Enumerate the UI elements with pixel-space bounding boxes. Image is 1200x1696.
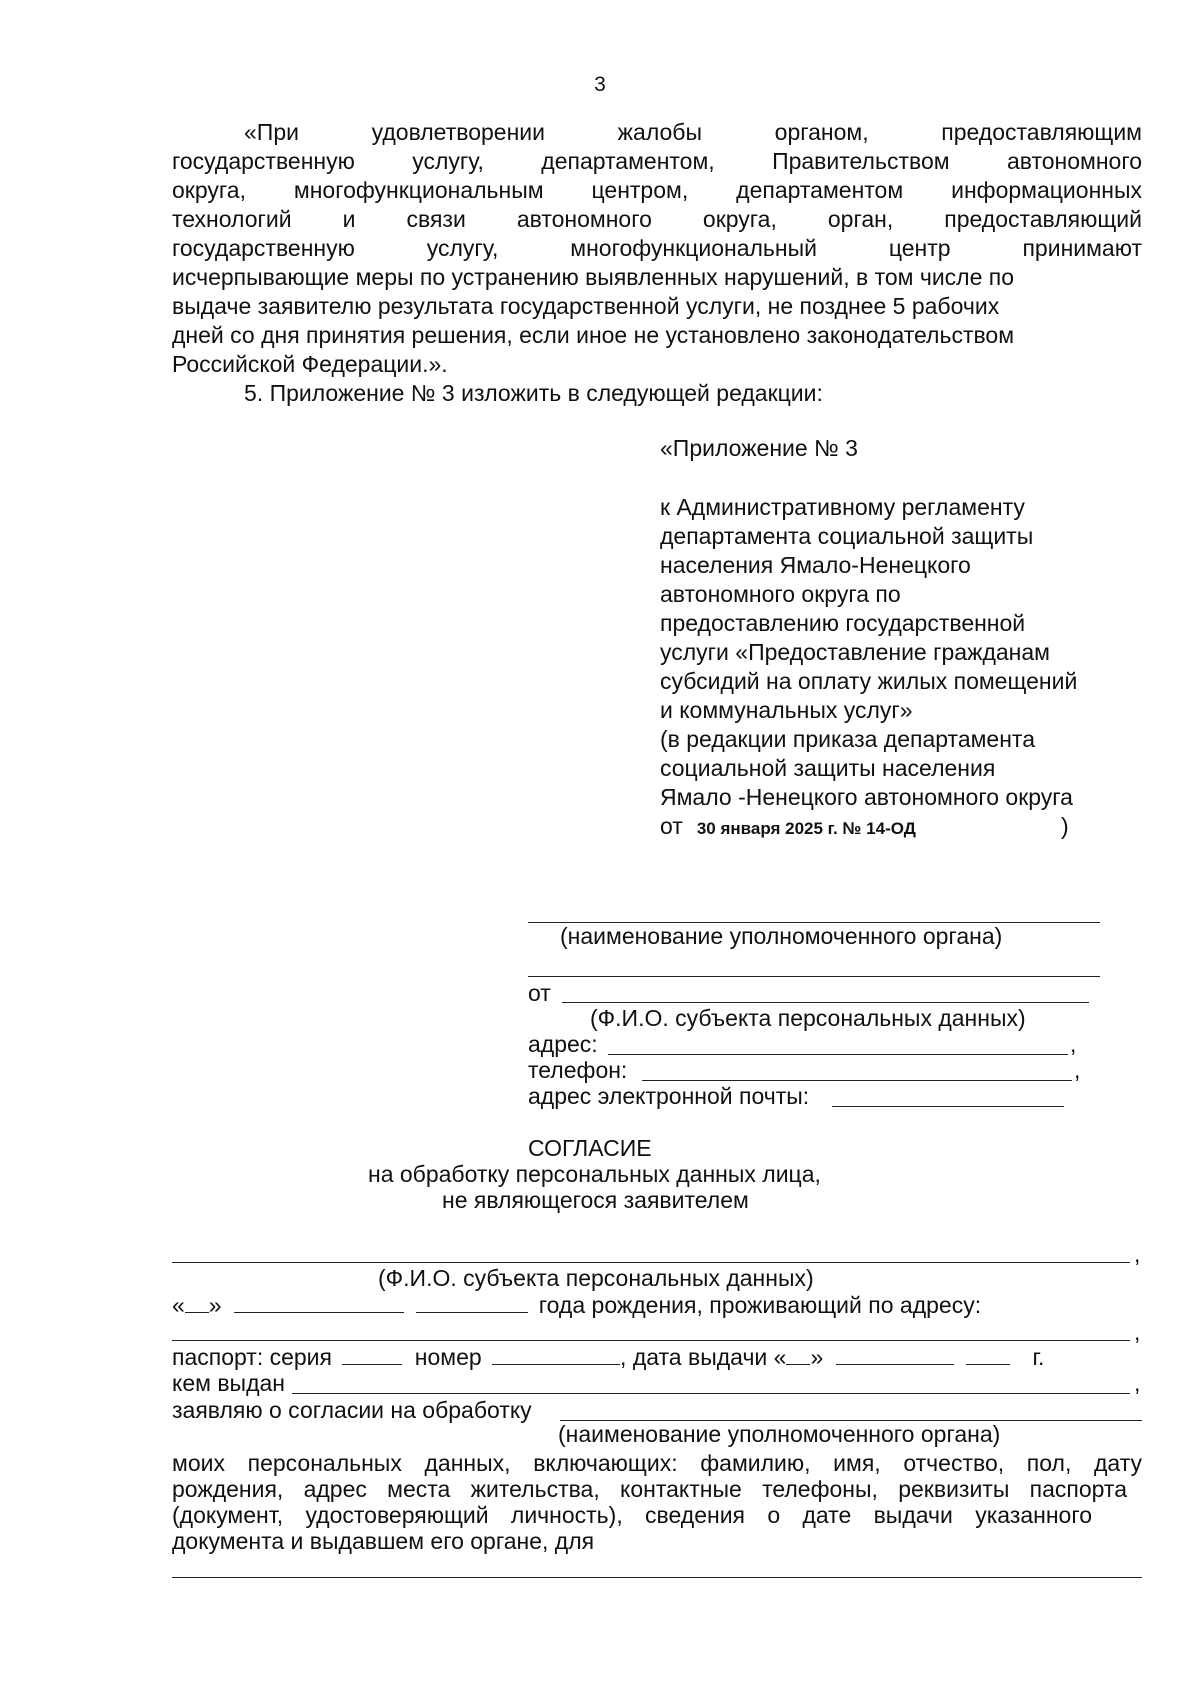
birth-day-field[interactable] bbox=[185, 1290, 209, 1313]
birth-year-field[interactable] bbox=[416, 1290, 528, 1313]
from-label: от bbox=[528, 980, 551, 1006]
annex-date-line bbox=[660, 812, 916, 843]
issued-by-label: кем выдан bbox=[172, 1370, 285, 1396]
address-line-full bbox=[172, 1340, 1130, 1341]
annex-line: субсидий на оплату жилых помещений bbox=[660, 668, 1078, 694]
passport-line: паспорт: серия номер , дата выдачи « » г. bbox=[172, 1344, 1045, 1370]
from-line bbox=[562, 1002, 1089, 1003]
annex-date: 30 января 2025 г. № 14-ОД bbox=[696, 819, 916, 838]
fio-line bbox=[172, 1262, 1130, 1263]
fio-comma: , bbox=[1134, 1241, 1141, 1267]
body-line: исчерпывающие меры по устранению выявленных нарушений, в том числе по bbox=[172, 264, 1015, 290]
consent-text: заявляю о согласии на обработку bbox=[172, 1397, 532, 1423]
address-label: адрес: bbox=[528, 1031, 598, 1057]
issue-month-field[interactable] bbox=[836, 1342, 954, 1365]
body-line: государственную услугу, департаментом, Правительством автономного bbox=[172, 148, 1142, 174]
issued-by-comma: , bbox=[1134, 1370, 1141, 1396]
form-org-caption: (наименование уполномоченного органа) bbox=[558, 1421, 1001, 1447]
purpose-line bbox=[172, 1577, 1142, 1578]
email-label: адрес электронной почты: bbox=[528, 1083, 810, 1109]
pd-line: (документ, удостоверяющий личность), сведения о дате выдачи указанного bbox=[172, 1502, 1092, 1528]
birth-month-field[interactable] bbox=[234, 1290, 404, 1313]
consent-title: СОГЛАСИЕ bbox=[528, 1135, 652, 1161]
email-line bbox=[832, 1106, 1064, 1107]
annex-line: предоставлению государственной bbox=[660, 610, 1026, 636]
phone-comma: , bbox=[1074, 1057, 1081, 1083]
fio-caption: (Ф.И.О. субъекта персональных данных) bbox=[590, 1005, 1026, 1031]
pd-line: моих персональных данных, включающих: фамилию, имя, отчество, пол, дату bbox=[172, 1450, 1142, 1476]
annex-line: автономного округа по bbox=[660, 581, 901, 607]
pd-line: рождения, адрес места жительства, контактные телефоны, реквизиты паспорта bbox=[172, 1476, 1127, 1502]
item-5: 5. Приложение № 3 изложить в следующей редакции: bbox=[244, 380, 823, 406]
form-fio-caption: (Ф.И.О. субъекта персональных данных) bbox=[378, 1265, 814, 1291]
annex-line: Ямало -Ненецкого автономного округа bbox=[660, 784, 1073, 810]
annex-line: населения Ямало-Ненецкого bbox=[660, 552, 971, 578]
address-full-comma: , bbox=[1134, 1319, 1141, 1345]
body-line: Российской Федерации.». bbox=[172, 351, 448, 377]
consent-subtitle-2: не являющегося заявителем bbox=[442, 1187, 749, 1213]
annex-line: (в редакции приказа департамента bbox=[660, 726, 1035, 752]
passport-series-field[interactable] bbox=[342, 1342, 402, 1365]
annex-line: и коммунальных услуг» bbox=[660, 697, 913, 723]
annex-line: к Административному регламенту bbox=[660, 494, 1025, 520]
page-number: 3 bbox=[594, 73, 606, 96]
body-line: округа, многофункциональным центром, департаментом информационных bbox=[172, 177, 1142, 203]
address-line bbox=[608, 1054, 1068, 1055]
annex-line: услуги «Предоставление гражданам bbox=[660, 639, 1050, 665]
phone-label: телефон: bbox=[528, 1057, 628, 1083]
body-line: государственную услугу, многофункциональный центр принимают bbox=[172, 235, 1142, 261]
birth-date-line: « » года рождения, проживающий по адресу: bbox=[172, 1292, 982, 1318]
annex-title: «Приложение № 3 bbox=[660, 435, 858, 461]
issue-day-field[interactable] bbox=[786, 1342, 810, 1365]
phone-line bbox=[642, 1080, 1072, 1081]
body-line: технологий и связи автономного округа, орган, предоставляющий bbox=[172, 206, 1142, 232]
issue-year-field[interactable] bbox=[966, 1342, 1010, 1365]
annex-line: департамента социальной защиты bbox=[660, 523, 1034, 549]
annex-close-paren: ) bbox=[1061, 813, 1069, 839]
body-line: «При удовлетворении жалобы органом, предоставляющим bbox=[244, 119, 1142, 145]
annex-from-label: от bbox=[660, 813, 683, 839]
org-name-line-2 bbox=[528, 976, 1100, 977]
consent-subtitle-1: на обработку персональных данных лица, bbox=[368, 1161, 821, 1187]
body-line: выдаче заявителю результата государственной услуги, не позднее 5 рабочих bbox=[172, 293, 1000, 319]
pd-line-last: документа и выдавшем его органе, для bbox=[172, 1528, 595, 1554]
issued-by-line bbox=[292, 1393, 1130, 1394]
address-comma: , bbox=[1070, 1031, 1077, 1057]
body-line: дней со дня принятия решения, если иное не установлено законодательством bbox=[172, 322, 1015, 348]
org-caption: (наименование уполномоченного органа) bbox=[560, 923, 1003, 949]
annex-line: социальной защиты населения bbox=[660, 755, 996, 781]
passport-number-field[interactable] bbox=[492, 1342, 620, 1365]
